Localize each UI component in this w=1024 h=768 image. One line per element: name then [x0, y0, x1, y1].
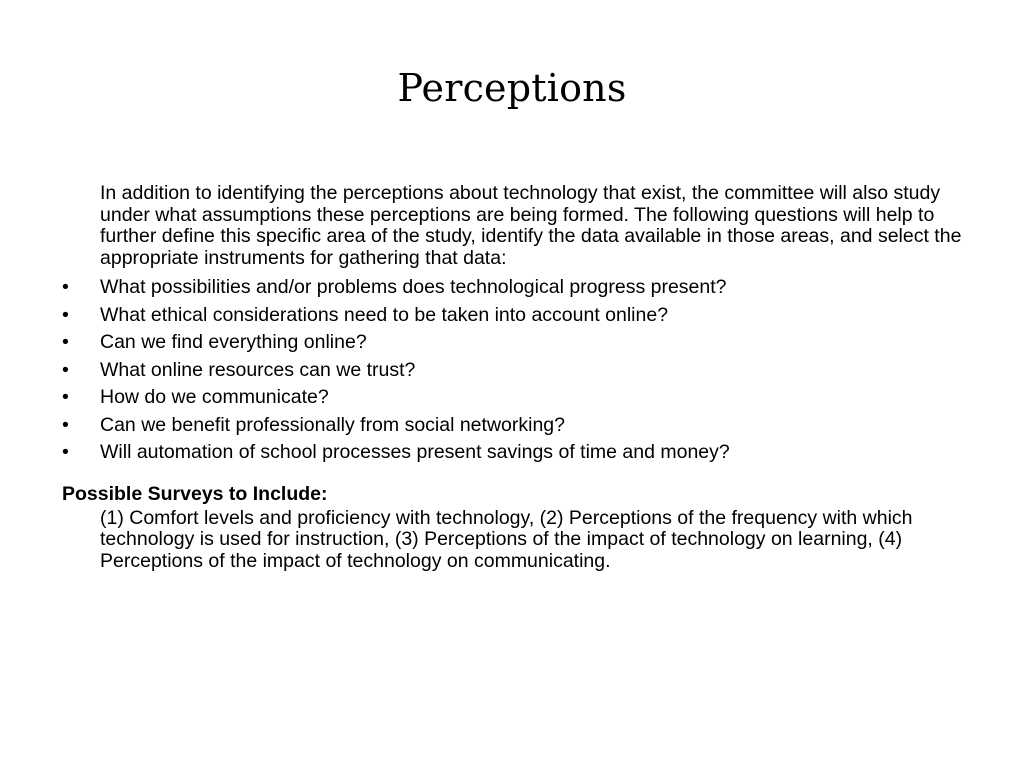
question-text: Can we find everything online? — [100, 331, 367, 353]
question-text: Will automation of school processes present savings of time and money? — [100, 441, 730, 463]
question-text: What possibilities and/or problems does technological progress present? — [100, 276, 727, 298]
bullet-icon: • — [62, 358, 69, 381]
question-list — [62, 274, 972, 467]
bullet-icon: • — [62, 413, 69, 436]
surveys-heading: Possible Surveys to Include: — [62, 482, 328, 505]
question-text: What ethical considerations need to be taken into account online? — [100, 303, 669, 326]
question-item — [62, 274, 972, 302]
question-item — [62, 302, 972, 330]
question-text: How do we communicate? — [100, 386, 329, 408]
bullet-icon: • — [62, 331, 69, 353]
bullet-icon: • — [62, 303, 69, 326]
bullet-icon: • — [62, 276, 69, 298]
slide-body — [62, 183, 972, 572]
question-item — [62, 439, 972, 467]
question-item — [62, 357, 972, 385]
question-text: What online resources can we trust? — [100, 358, 416, 381]
question-item — [62, 329, 972, 357]
question-item — [62, 412, 972, 440]
question-text: Can we benefit professionally from social networking? — [100, 413, 565, 436]
surveys-paragraph: (1) Comfort levels and proficiency with technology, (2) Perceptions of the frequency with which technology is used for instruction, (3) Perceptions of the impact of technology on learning, (4) Perceptions of the impact of technology on communicating. — [100, 506, 913, 572]
intro-paragraph: In addition to identifying the perceptions about technology that exist, the committee will also study under what assumptions these perceptions are being formed. The following questions will help to further define this specific area of the study, identify the data available in those areas, and select the appropriate instruments for gathering that data: — [100, 182, 962, 269]
slide-title: Perceptions — [397, 66, 627, 110]
question-item — [62, 384, 972, 412]
bullet-icon: • — [62, 441, 69, 463]
bullet-icon: • — [62, 386, 69, 408]
